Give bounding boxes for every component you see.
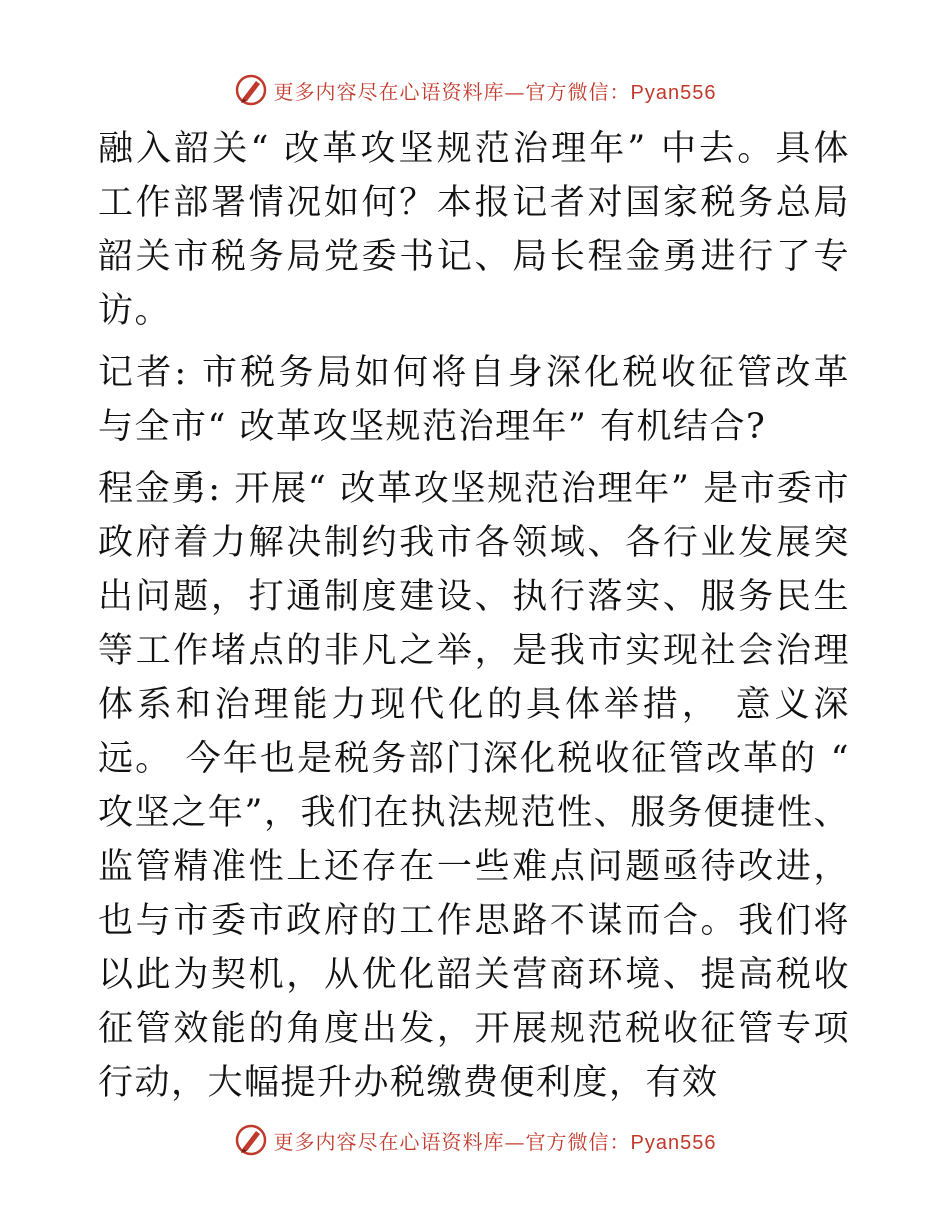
banner-title: 更多内容尽在心语资料库 (273, 1129, 505, 1154)
header-watermark-banner (0, 70, 950, 110)
paragraph-answer: 程金勇: 开展“ 改革攻坚规范治理年” 是市委市政府着力解决制约我市各领域、各行业发展突出问题，打通制度建设、执行落实、服务民生等工作堵点的非凡之举，是我市实现社会治理体系和治理能力现代化的具体举措， 意义深远。 今年也是税务部门深化税收征管改革的 “ 攻坚之年”，我们在执法规范性、服务便捷性、监管精准性上还存在一些难点问题亟待改进，也与市委市政府的工作思路不谋而合。我们将以此为契机，从优化韶关营商环境、提高税收征管效能的角度出发，开展规范税收征管专项行动，大幅提升办税缴费便利度，有效 (98, 469, 850, 1103)
banner-wechat-id: Pyan556 (630, 81, 717, 104)
banner-wechat-label: 官方微信： (525, 79, 631, 104)
footer-watermark-banner (0, 1120, 950, 1160)
banner-title: 更多内容尽在心语资料库 (273, 79, 505, 104)
banner-text (274, 1126, 717, 1155)
pen-logo-icon (234, 1123, 268, 1157)
document-body (98, 122, 850, 1110)
paragraph-question: 记者: 市税务局如何将自身深化税收征管改革与全市“ 改革攻坚规范治理年” 有机结合? (98, 353, 850, 447)
paragraph-intro: 融入韶关“ 改革攻坚规范治理年” 中去。具体工作部署情况如何？本报记者对国家税务总局韶关市税务局党委书记、局长程金勇进行了专访。 (98, 129, 850, 331)
banner-text (274, 76, 717, 105)
banner-separator: — (504, 79, 526, 104)
banner-separator: — (504, 1129, 526, 1154)
pen-logo-icon (234, 73, 268, 107)
banner-wechat-id: Pyan556 (630, 1131, 717, 1154)
banner-wechat-label: 官方微信： (525, 1129, 631, 1154)
